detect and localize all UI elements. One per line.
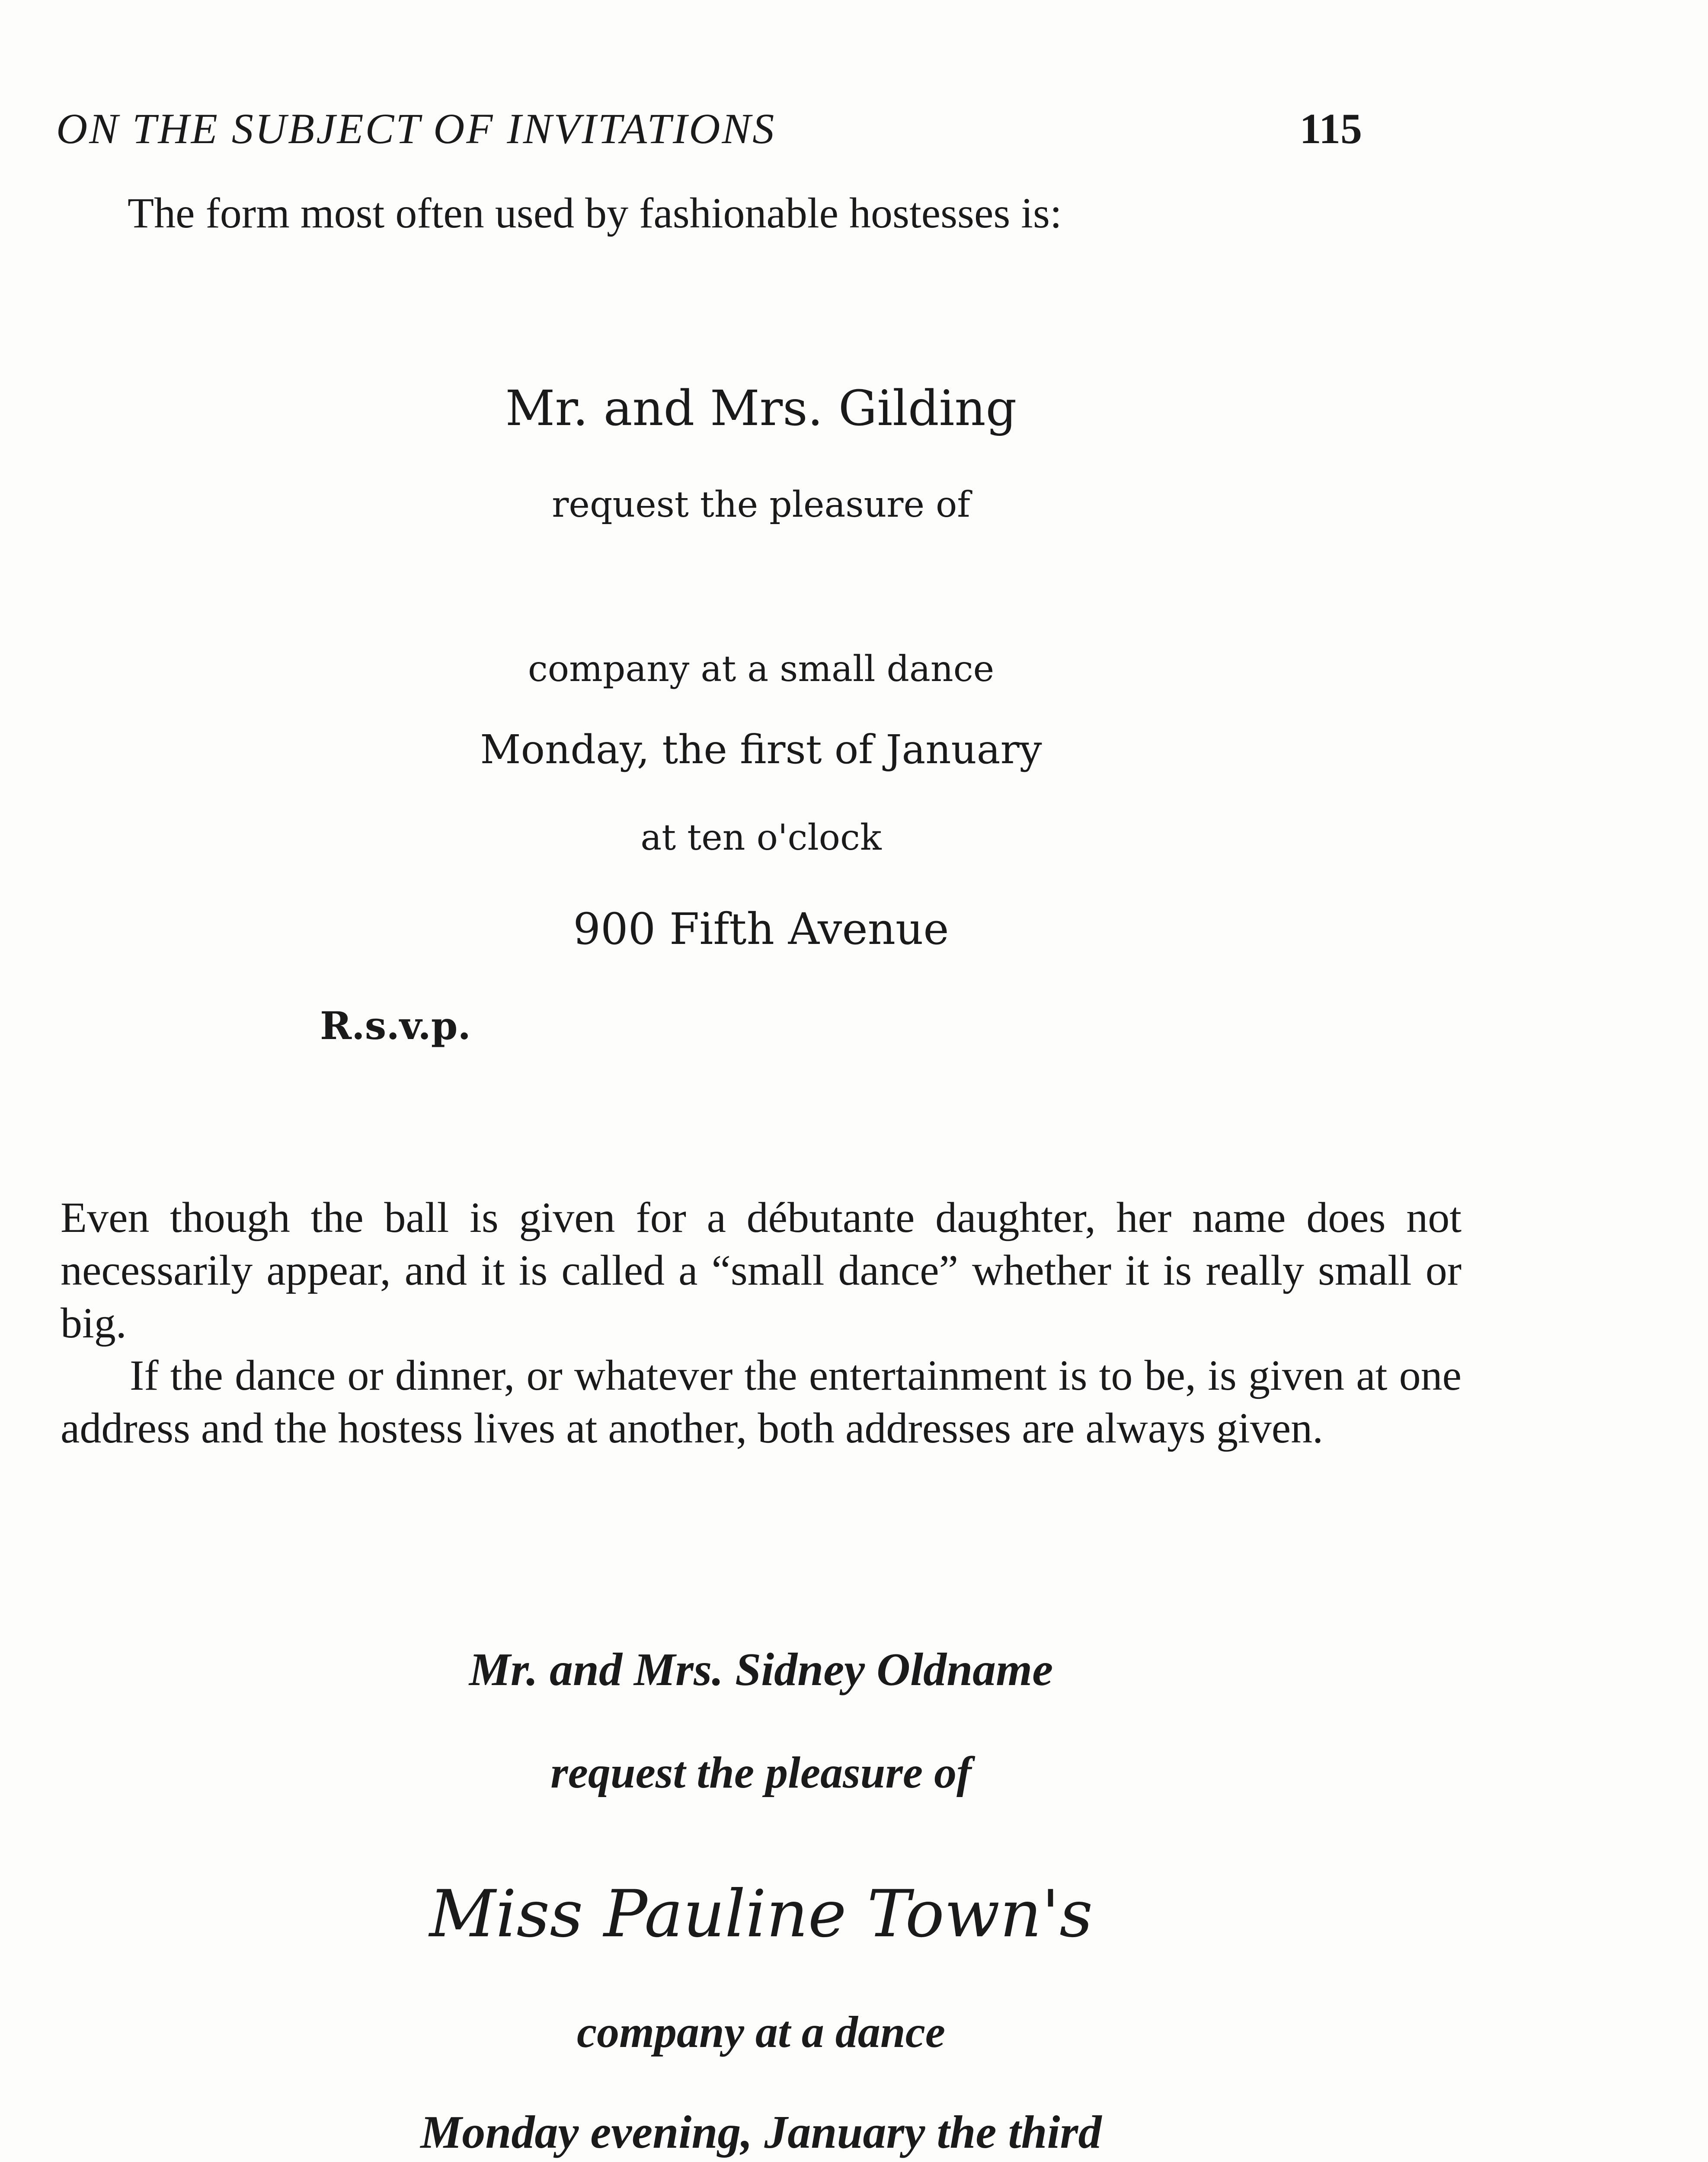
invitation-1-date: Monday, the first of January xyxy=(480,726,1042,773)
paragraph-1: Even though the ball is given for a débutante daughter, her name does not necessarily appear, and it is called a “small dance” whether it is really small or big. xyxy=(61,1193,1462,1347)
invitation-2-event: company at a dance xyxy=(576,2007,946,2057)
invitation-1-address: 900 Fifth Avenue xyxy=(573,904,949,954)
invitation-1-request: request the pleasure of xyxy=(552,484,970,525)
invitation-1-rsvp: R.s.v.p. xyxy=(320,1003,471,1048)
invitation-1-event: company at a small dance xyxy=(528,649,995,690)
invitation-1-hosts: Mr. and Mrs. Gilding xyxy=(505,381,1017,437)
running-head: ON THE SUBJECT OF INVITATIONS xyxy=(56,105,776,153)
invitation-1-time: at ten o'clock xyxy=(640,817,882,858)
lead-sentence: The form most often used by fashionable hostesses is: xyxy=(128,189,1062,237)
invitation-2-date: Monday evening, January the third xyxy=(420,2107,1102,2158)
invitation-2-request: request the pleasure of xyxy=(550,1748,972,1797)
page-number: 115 xyxy=(1299,105,1362,153)
paragraph-2: If the dance or dinner, or whatever the entertainment is to be, is given at one address and the hostess lives at another, both addresses are always given. xyxy=(61,1351,1462,1452)
invitation-2-hosts: Mr. and Mrs. Sidney Oldname xyxy=(469,1644,1053,1695)
invitation-2-guest: Miss Pauline Town's xyxy=(429,1877,1093,1952)
